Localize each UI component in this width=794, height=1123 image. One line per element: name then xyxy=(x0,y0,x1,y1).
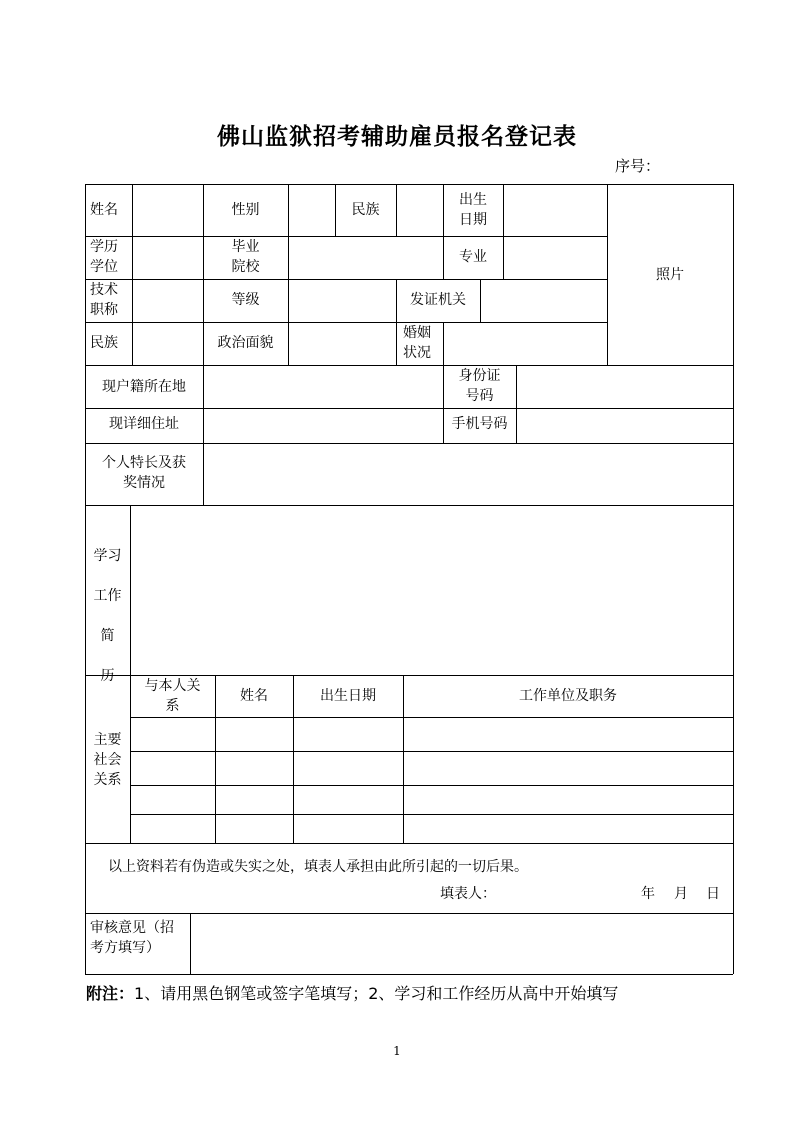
label-family-work: 工作单位及职务 xyxy=(519,688,617,704)
declaration-statement: 以上资料若有伪造或失实之处，填表人承担由此所引起的一切后果。 xyxy=(108,859,528,875)
label-household-location: 现户籍所在地 xyxy=(102,379,186,395)
label-specialties-awards: 个人特长及获 奖情况 xyxy=(102,455,186,491)
page-number: 1 xyxy=(393,1044,401,1058)
label-level: 等级 xyxy=(231,292,260,308)
label-relation: 与本人关 系 xyxy=(144,678,201,714)
label-birth-date: 出生 日期 xyxy=(459,192,487,228)
label-id-number: 身份证 号码 xyxy=(458,368,501,404)
label-name: 姓名 xyxy=(90,202,118,218)
label-address: 现详细住址 xyxy=(109,416,179,432)
label-family-relations: 主要 社会 关系 xyxy=(93,732,122,788)
label-ethnicity: 民族 xyxy=(351,202,380,218)
form-title: 佛山监狱招考辅助雇员报名登记表 xyxy=(217,123,577,150)
label-resume: 学习 工作 简 历 xyxy=(93,548,122,684)
label-ethnicity-2: 民族 xyxy=(90,335,118,351)
declaration-month: 月 xyxy=(674,886,688,902)
label-technical-title: 技术 职称 xyxy=(90,282,118,318)
label-major: 专业 xyxy=(459,249,487,265)
footnote xyxy=(86,981,618,1004)
label-family-birth: 出生日期 xyxy=(320,688,376,704)
footnote-label: 附注： xyxy=(86,984,135,1003)
footnote-text: 1、请用黑色钢笔或签字笔填写；2、学习和工作经历从高中开始填写 xyxy=(134,984,619,1003)
label-marital-status: 婚姻 状况 xyxy=(403,325,431,361)
label-graduated-school: 毕业 院校 xyxy=(231,239,260,275)
serial-label: 序号： xyxy=(615,157,661,175)
label-education: 学历 学位 xyxy=(90,239,118,275)
label-mobile: 手机号码 xyxy=(451,416,508,432)
label-review: 审核意见（招 考方填写） xyxy=(90,920,174,956)
label-issuing-authority: 发证机关 xyxy=(410,292,466,308)
declaration-day: 日 xyxy=(706,886,720,902)
label-family-name: 姓名 xyxy=(240,688,268,704)
label-gender: 性别 xyxy=(231,202,260,218)
label-political-status: 政治面貌 xyxy=(217,335,274,351)
declaration-year: 年 xyxy=(641,886,655,902)
label-photo: 照片 xyxy=(656,267,684,283)
declaration-filler-label: 填表人： xyxy=(440,886,496,902)
